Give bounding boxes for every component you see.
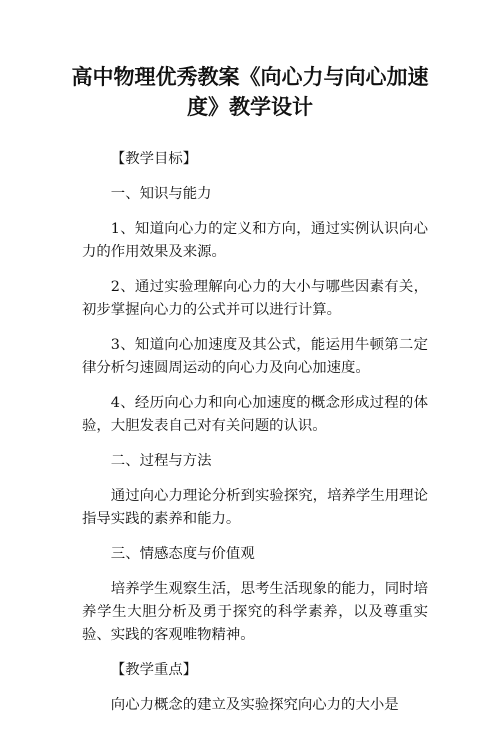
paragraph-objective-4: 4、经历向心力和向心加速度的概念形成过程的体验，大胆发表自己对有关问题的认识。 (82, 395, 428, 434)
paragraph-attitude-values: 培养学生观察生活，思考生活现象的能力，同时培养学生大胆分析及勇于探究的科学素养，以及尊重实验、实践的客观唯物精神。 (82, 581, 428, 643)
document-body (82, 148, 428, 729)
section-heading-objectives: 【教学目标】 (110, 151, 198, 167)
paragraph-objective-2: 2、通过实验理解向心力的大小与哪些因素有关，初步掌握向心力的公式并可以进行计算。 (82, 279, 428, 318)
paragraph-process-method: 通过向心力理论分析到实验探究，培养学生用理论指导实践的素养和能力。 (82, 488, 428, 527)
paragraph-objective-1: 1、知道向心力的定义和方向，通过实例认识向心力的作用效果及来源。 (82, 221, 428, 260)
subsection-knowledge-ability: 一、知识与能力 (110, 186, 212, 202)
paragraph-objective-3: 3、知道向心加速度及其公式，能运用牛顿第二定律分析匀速圆周运动的向心力及向心加速度。 (82, 337, 428, 376)
document-title: 高中物理优秀教案《向心力与向心加速度》教学设计 (71, 65, 429, 119)
subsection-process-method: 二、过程与方法 (110, 453, 212, 469)
paragraph-key-points: 向心力概念的建立及实验探究向心力的大小是 (110, 697, 399, 713)
section-heading-key-points: 【教学重点】 (110, 662, 198, 678)
subsection-attitude-values: 三、情感态度与价值观 (110, 546, 255, 562)
